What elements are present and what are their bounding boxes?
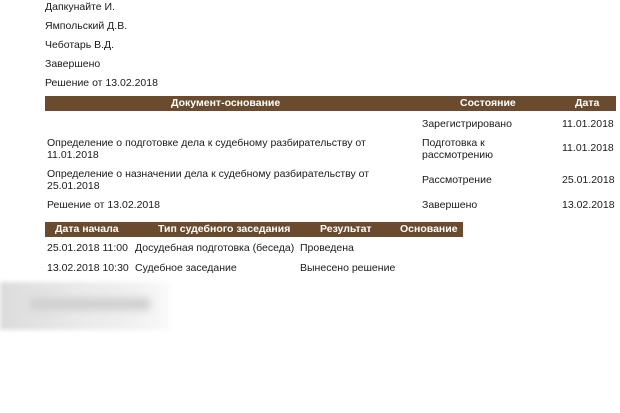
judge-name: Дапкунайте И. <box>45 1 116 13</box>
redacted-text <box>30 298 150 310</box>
state-cell: Рассмотрение <box>422 174 492 186</box>
date-cell: 25.01.2018 <box>562 174 615 186</box>
document-link[interactable]: 11.01.2018 <box>47 149 99 161</box>
state-cell: Завершено <box>422 199 478 211</box>
column-header-session-type: Тип судебного заседания <box>158 223 291 235</box>
date-cell: 11.01.2018 <box>562 118 614 130</box>
date-cell: 13.02.2018 <box>562 199 615 211</box>
column-header-state: Состояние <box>460 97 516 109</box>
session-type-cell: Досудебная подготовка (беседа) <box>135 242 295 254</box>
start-date-cell: 25.01.2018 11:00 <box>47 242 128 254</box>
state-cell: рассмотрению <box>422 149 494 161</box>
column-header-document: Документ-основание <box>171 97 281 109</box>
state-cell: Зарегистрировано <box>422 118 512 130</box>
participant-name: Чеботарь В.Д. <box>45 39 115 51</box>
column-header-result: Результат <box>320 223 372 235</box>
document-link[interactable]: Решение от 13.02.2018 <box>47 199 160 211</box>
document-link[interactable]: Определение о подготовке дела к судебному разбирательству от <box>47 137 366 149</box>
case-status: Завершено <box>45 58 101 70</box>
document-link[interactable]: 25.01.2018 <box>47 180 100 192</box>
document-link[interactable]: Определение о назначении дела к судебному разбирательству от <box>47 168 370 180</box>
column-header-basis: Основание <box>400 223 458 235</box>
case-decision: Решение от 13.02.2018 <box>45 77 158 89</box>
column-header-date: Дата <box>575 97 600 109</box>
result-cell: Проведена <box>300 242 354 254</box>
column-header-start-date: Дата начала <box>55 223 119 235</box>
sessions-table-header <box>45 222 463 237</box>
date-cell: 11.01.2018 <box>562 142 614 154</box>
session-type-cell: Судебное заседание <box>135 262 237 274</box>
result-cell: Вынесено решение <box>300 262 396 274</box>
documents-table-header <box>45 96 616 111</box>
state-cell: Подготовка к <box>422 137 485 149</box>
start-date-cell: 13.02.2018 10:30 <box>47 262 129 274</box>
participant-name: Ямпольский Д.В. <box>45 20 128 32</box>
